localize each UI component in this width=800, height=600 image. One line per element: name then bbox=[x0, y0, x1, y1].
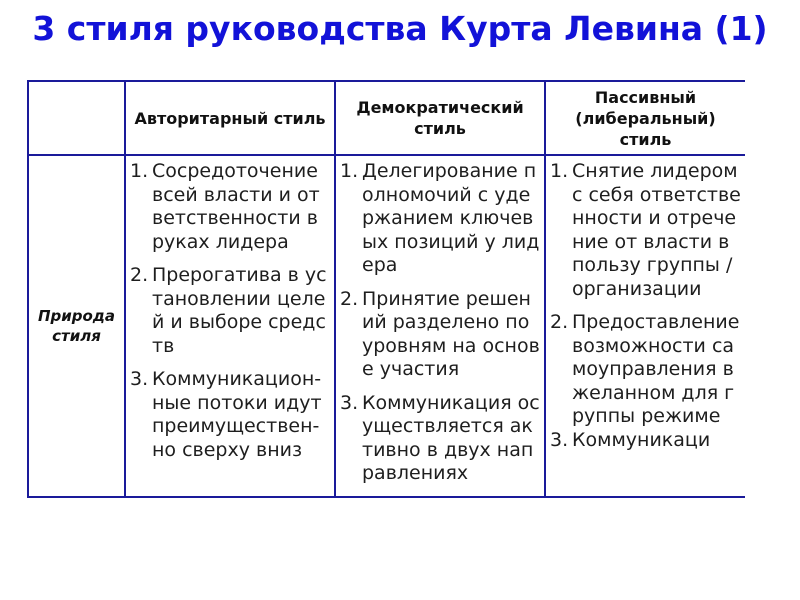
header-empty-cell bbox=[28, 81, 125, 155]
list-item-number: 3. bbox=[340, 391, 359, 414]
democratic-list bbox=[340, 160, 540, 486]
header-passive: Пассивный (либеральный) стиль bbox=[545, 81, 745, 155]
list-item-text: Коммуникация осуществляется активно в двух направлениях bbox=[362, 391, 540, 484]
nature-row bbox=[28, 155, 745, 497]
list-item-text: Принятие решений разделено по уровням на основе участия bbox=[362, 287, 540, 380]
list-item bbox=[550, 429, 741, 453]
row-label-nature: Природа стиля bbox=[28, 155, 125, 497]
header-democratic: Демократический стиль bbox=[335, 81, 545, 155]
page-title: 3 стиля руководства Курта Левина (1) bbox=[32, 9, 768, 48]
cell-democratic bbox=[335, 155, 545, 497]
styles-table-container bbox=[27, 80, 745, 600]
list-item-text: Коммуникаци bbox=[572, 428, 711, 451]
list-item-text: Прерогатива в установлении целей и выборе средств bbox=[152, 264, 327, 357]
header-authoritarian: Авторитарный стиль bbox=[125, 81, 335, 155]
list-item-number: 3. bbox=[130, 368, 149, 390]
list-item-number: 2. bbox=[130, 264, 149, 286]
list-item-number: 1. bbox=[340, 160, 359, 182]
list-item bbox=[130, 160, 330, 254]
list-item bbox=[130, 368, 330, 462]
passive-list bbox=[550, 160, 741, 452]
list-item-text: Сосредоточение всей власти и ответственности в руках лидера bbox=[152, 160, 320, 253]
list-item bbox=[340, 288, 540, 382]
list-item bbox=[130, 264, 330, 358]
authoritarian-list bbox=[130, 160, 330, 462]
list-item bbox=[550, 311, 741, 429]
cell-passive bbox=[545, 155, 745, 497]
list-item-number: 3. bbox=[550, 428, 569, 451]
list-item-text: Делегирование полномочий с удержанием ключевых позиций у лидера bbox=[362, 160, 540, 276]
cell-authoritarian bbox=[125, 155, 335, 497]
header-row bbox=[28, 81, 745, 155]
list-item-number: 1. bbox=[550, 160, 569, 182]
list-item-text: Коммуникацион-ные потоки идут преимуществен-но сверху вниз bbox=[152, 368, 322, 461]
list-item-text: Снятие лидером с себя ответственности и отречение от власти в пользу группы / организации bbox=[572, 160, 741, 300]
list-item bbox=[550, 160, 741, 301]
list-item-number: 1. bbox=[130, 160, 149, 182]
list-item-number: 2. bbox=[550, 311, 569, 333]
list-item bbox=[340, 160, 540, 278]
list-item bbox=[340, 392, 540, 486]
leadership-styles-table bbox=[27, 80, 745, 498]
list-item-text: Предоставление возможности самоуправления в желанном для группы режиме bbox=[572, 311, 740, 427]
list-item-number: 2. bbox=[340, 287, 359, 310]
